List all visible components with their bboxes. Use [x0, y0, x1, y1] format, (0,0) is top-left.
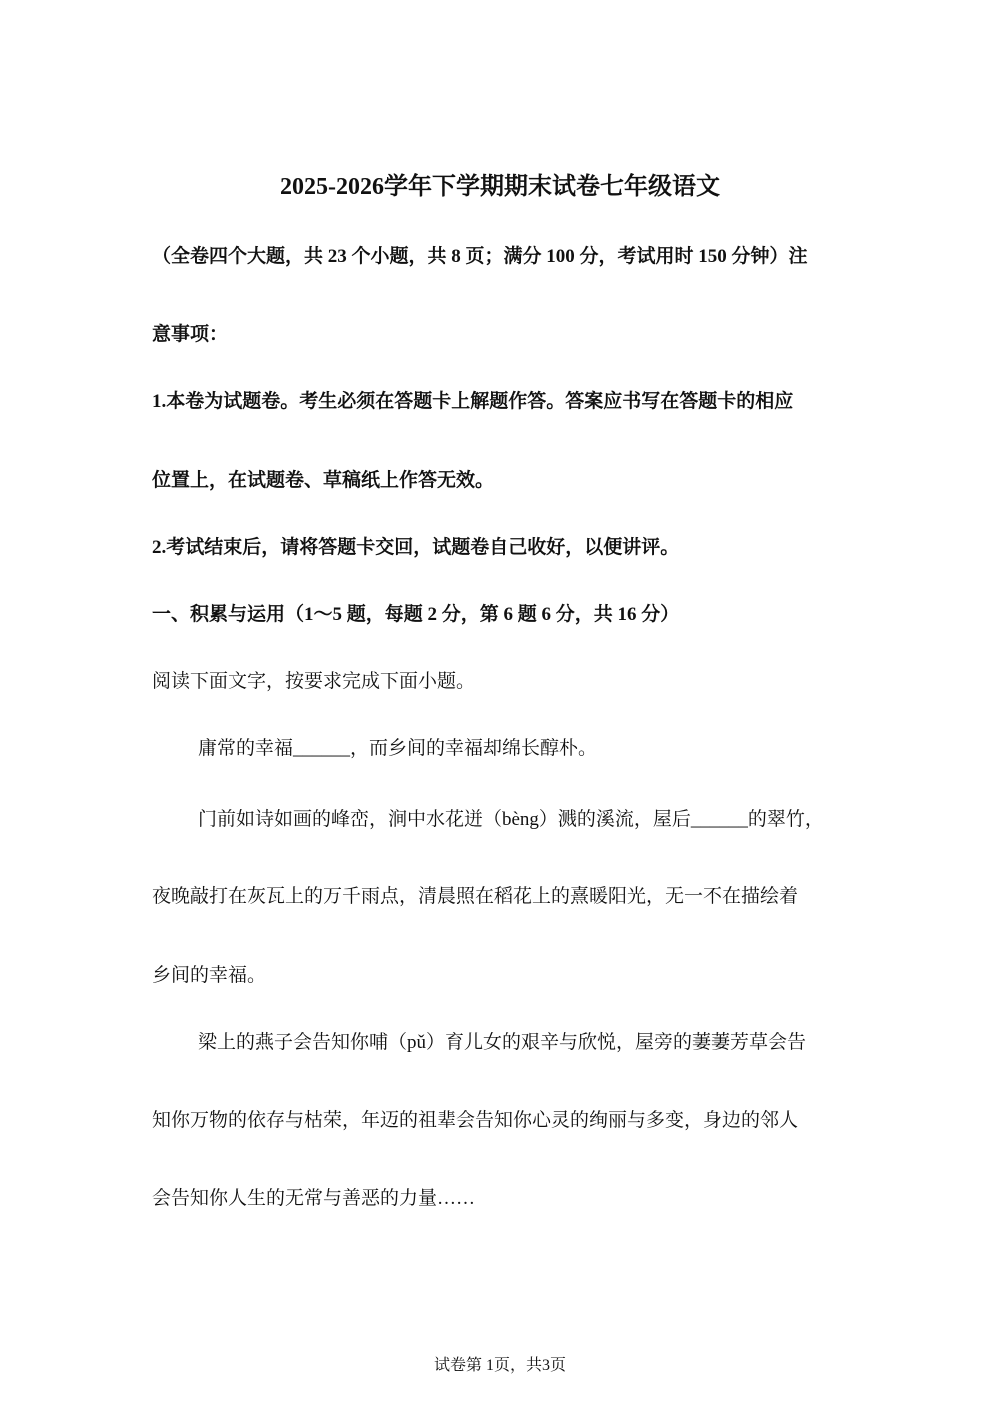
- exam-intro-line-1: （全卷四个大题，共 23 个小题，共 8 页；满分 100 分，考试用时 150 分钟）注: [152, 246, 808, 267]
- section-1-heading: 一、积累与运用（1～5 题，每题 2 分，第 6 题 6 分，共 16 分）: [152, 604, 680, 625]
- exam-intro-line-2: 意事项：: [152, 324, 229, 345]
- reading-instruction: 阅读下面文字，按要求完成下面小题。: [152, 671, 476, 692]
- passage-paragraph-3-line-1: 梁上的燕子会告知你哺（pǔ）育儿女的艰辛与欣悦，屋旁的萋萋芳草会告: [198, 1032, 807, 1053]
- note-1-line-2: 位置上，在试题卷、草稿纸上作答无效。: [152, 470, 495, 491]
- passage-paragraph-1: 庸常的幸福______，而乡间的幸福却绵长醇朴。: [198, 738, 598, 759]
- note-1-line-1: 1.本卷为试题卷。考生必须在答题卡上解题作答。答案应书写在答题卡的相应: [152, 391, 794, 412]
- passage-paragraph-2-line-1: 门前如诗如画的峰峦，涧中水花迸（bèng）溅的溪流，屋后______的翠竹，: [198, 809, 824, 830]
- note-2: 2.考试结束后，请将答题卡交回，试题卷自己收好，以便讲评。: [152, 537, 680, 558]
- page-title: 2025-2026学年下学期期末试卷七年级语文: [280, 174, 720, 200]
- passage-paragraph-2-line-3: 乡间的幸福。: [152, 965, 267, 986]
- page-footer: 试卷第 1页，共3页: [433, 1357, 566, 1374]
- passage-paragraph-3-line-2: 知你万物的依存与枯荣，年迈的祖辈会告知你心灵的绚丽与多变，身边的邻人: [152, 1110, 799, 1131]
- passage-paragraph-2-line-2: 夜晚敲打在灰瓦上的万千雨点，清晨照在稻花上的熹暖阳光，无一不在描绘着: [152, 886, 799, 907]
- passage-paragraph-3-line-3: 会告知你人生的无常与善恶的力量……: [152, 1188, 476, 1209]
